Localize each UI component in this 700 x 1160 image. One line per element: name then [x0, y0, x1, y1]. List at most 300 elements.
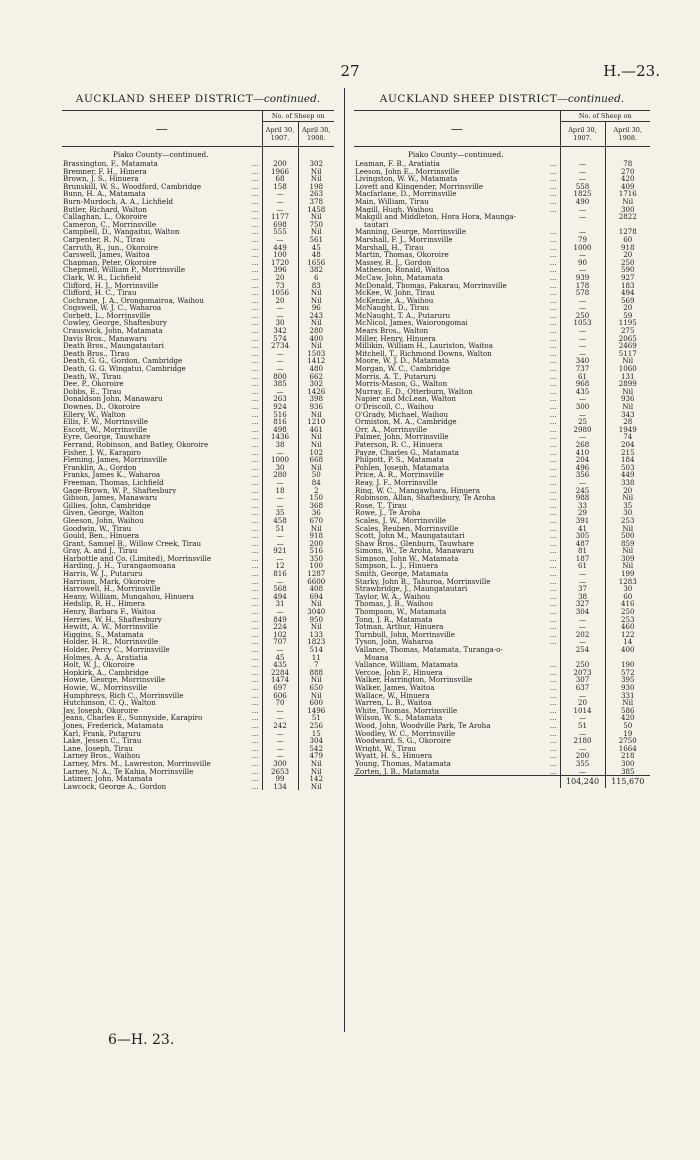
owner-name: O'Driscoll, C., Waihou — [355, 403, 434, 411]
count-1908: 331 — [605, 692, 650, 700]
count-1907: 100 — [262, 251, 298, 259]
count-1907: 51 — [262, 525, 298, 533]
table-row — [62, 646, 334, 654]
leader-dots: ... — [251, 418, 259, 426]
leader-dots: ... — [251, 539, 259, 548]
owner-name: Brassington, F., Matamata — [63, 160, 158, 168]
count-1907: 204 — [560, 456, 605, 464]
table-row — [354, 411, 650, 419]
count-1907: — — [560, 213, 605, 221]
count-1907: — — [560, 638, 605, 646]
count-1907: — — [560, 206, 605, 214]
count-1908: 1656 — [298, 259, 334, 267]
owner-name: Vallance, Thomas, Matamata, Turanga-o- — [355, 646, 503, 654]
table-row — [354, 752, 650, 760]
owner-name: Carswell, James, Waitoa — [63, 251, 150, 259]
leader-dots: ... — [549, 767, 557, 776]
count-1907: 178 — [560, 282, 605, 290]
count-1908: 275 — [605, 327, 650, 335]
leader-dots: ... — [549, 197, 557, 206]
owner-name: Mitchell, T., Richmond Downs, Walton — [355, 349, 492, 358]
leader-dots: ... — [251, 319, 259, 328]
table-row — [62, 282, 334, 290]
owner-name: Matheson, Ronald, Waitoa — [355, 266, 450, 274]
table-row — [62, 540, 334, 548]
count-1907: 924 — [262, 403, 298, 411]
table-row — [354, 335, 650, 343]
leader-dots: ... — [251, 160, 259, 168]
count-1908: 59 — [605, 312, 650, 320]
count-1907: 1053 — [560, 319, 605, 327]
table-row — [354, 244, 650, 252]
table-row — [354, 616, 650, 624]
table-row — [354, 654, 650, 662]
count-1907: 300 — [560, 403, 605, 411]
count-1908: 668 — [298, 456, 334, 464]
owner-name: Eyre, George, Tauwhare — [63, 433, 151, 441]
count-1907: — — [262, 608, 298, 616]
owner-name: Macfarlane, D., Morrinsville — [355, 190, 457, 198]
owner-name: Harrison, Mark, Okoroire — [63, 577, 156, 586]
count-1908: 2899 — [605, 380, 650, 388]
owner-name: Scales, J. W., Morrinsville — [355, 516, 447, 525]
table-row — [354, 365, 650, 373]
owner-name: Orr, A., Morrinsville — [355, 425, 428, 434]
table-row — [354, 380, 650, 388]
table-row — [354, 236, 650, 244]
count-1907: 606 — [262, 692, 298, 700]
owner-name: Ormiston, M. A., Cambridge — [355, 418, 457, 426]
count-1908: 1496 — [298, 707, 334, 715]
count-1907: 988 — [560, 494, 605, 502]
count-1908: Nil — [298, 319, 334, 327]
count-1907: 1177 — [262, 213, 298, 221]
count-1907: 816 — [262, 418, 298, 426]
left-title-text: AUCKLAND SHEEP DISTRICT — [75, 93, 254, 105]
owner-name: Cochrane, J. A., Orongomairoa, Waihou — [63, 296, 204, 305]
count-1908: 1949 — [605, 426, 650, 434]
table-row — [354, 190, 650, 198]
count-1908: 28 — [605, 418, 650, 426]
owner-name: Karl, Frank, Putaruru — [63, 729, 141, 738]
right-section-title — [354, 88, 650, 110]
count-1908: 5117 — [605, 350, 650, 358]
count-1908: 420 — [605, 714, 650, 722]
owner-name: Thompson, W., Matamata — [355, 608, 447, 616]
owner-name: Herries, W. H., Shaftesbury — [63, 615, 162, 624]
table-row — [354, 631, 650, 639]
table-row — [62, 707, 334, 715]
table-row — [354, 525, 650, 533]
owner-name: Payze, Charles G., Matamata — [355, 448, 459, 457]
count-1908: Nil — [298, 441, 334, 449]
table-row — [354, 206, 650, 214]
table-row — [354, 282, 650, 290]
count-1907: 435 — [262, 661, 298, 669]
count-1908: 102 — [298, 449, 334, 457]
count-1908: Nil — [298, 600, 334, 608]
owner-name: Moana — [364, 653, 389, 662]
owner-name: Franks, James K., Waharoa — [63, 471, 161, 479]
owner-name: Heany, William, Mungahou, Hinuera — [63, 592, 194, 601]
leader-dots: ... — [549, 737, 557, 745]
leader-dots — [544, 213, 560, 221]
count-1907: — — [262, 752, 298, 760]
count-1907: 12 — [262, 562, 298, 570]
count-1907: 38 — [560, 593, 605, 601]
leader-dots: ... — [549, 349, 557, 358]
count-1908: Nil — [298, 411, 334, 419]
owner-name: O'Grady, Michael, Waihou — [355, 410, 449, 419]
owner-name: Bunn, H. A., Matamata — [63, 190, 146, 198]
count-1907: — — [560, 479, 605, 487]
left-owner-column-header: — — [62, 111, 262, 147]
leader-dots: ... — [251, 532, 259, 540]
count-1908: 494 — [605, 289, 650, 297]
owner-name: Martin, Thomas, Okoroire — [355, 251, 449, 259]
owner-name: Callaghan, L., Okoroire — [63, 213, 148, 221]
leader-dots: ... — [549, 706, 557, 715]
count-1908: 14 — [605, 638, 650, 646]
left-title-continued: —continued. — [253, 93, 321, 105]
leader-dots: ... — [549, 395, 557, 403]
leader-dots: ... — [549, 547, 557, 555]
table-row — [62, 471, 334, 479]
owner-name: Davis Bros., Manawaru — [63, 334, 147, 343]
count-1907: 816 — [262, 570, 298, 578]
leader-dots: ... — [549, 243, 557, 252]
table-row — [354, 395, 650, 403]
table-row — [62, 213, 334, 221]
table-row — [62, 570, 334, 578]
table-row — [354, 312, 650, 320]
owner-name: Howie, W., Morrinsville — [63, 683, 148, 692]
table-row — [354, 426, 650, 434]
owner-name: Palmer, John, Morrinsville — [355, 433, 449, 441]
leader-dots: ... — [549, 691, 557, 700]
owner-name: Scales, Reuben, Morrinsville — [355, 524, 459, 533]
owner-name: Marshall, H., Tirau — [355, 243, 424, 252]
table-row — [354, 646, 650, 654]
leader-dots: ... — [549, 235, 557, 244]
count-1908: 250 — [605, 259, 650, 267]
count-1908: 1412 — [298, 357, 334, 365]
table-row — [354, 213, 650, 221]
table-row — [62, 418, 334, 426]
owner-name: McNaught, D., Tirau — [355, 304, 430, 312]
table-row — [62, 654, 334, 662]
owner-name: Rose, T., Tirau — [355, 501, 407, 510]
count-1908: 30 — [605, 585, 650, 593]
leader-dots: ... — [251, 243, 259, 252]
owner-name: Walker, Harrington, Morrinsville — [355, 676, 473, 684]
count-1907: — — [560, 411, 605, 419]
owner-name: Howie, George, Morrinsville — [63, 676, 166, 684]
table-row — [354, 403, 650, 411]
table-row — [354, 441, 650, 449]
count-1908: 1426 — [298, 388, 334, 396]
count-1908: 215 — [605, 449, 650, 457]
count-1907: 494 — [262, 593, 298, 601]
table-row — [62, 228, 334, 236]
count-1908: 184 — [605, 456, 650, 464]
owner-name: Carpenter, R. N., Tirau — [63, 235, 146, 244]
count-1908: Nil — [298, 213, 334, 221]
table-row — [62, 183, 334, 191]
owner-name: Young, Thomas, Matamata — [355, 759, 451, 768]
table-row — [354, 593, 650, 601]
table-row — [62, 244, 334, 252]
owner-name: Walker, James, Waitoa — [355, 683, 435, 692]
count-1907: — — [262, 578, 298, 586]
count-1907: — — [560, 570, 605, 578]
count-1908: 408 — [298, 585, 334, 593]
count-1907: — — [560, 251, 605, 259]
count-1907: — — [560, 304, 605, 312]
count-1908: 1823 — [298, 638, 334, 646]
count-1907: — — [262, 198, 298, 206]
leader-dots: ... — [251, 638, 259, 646]
table-row — [62, 517, 334, 525]
owner-name: Morgan, W. C., Cambridge — [355, 365, 451, 373]
table-row — [354, 730, 650, 738]
table-row — [62, 562, 334, 570]
leader-dots: ... — [251, 327, 259, 335]
count-1908: 2469 — [605, 342, 650, 350]
owner-name: Taylor, W. A., Waihou — [355, 592, 431, 601]
count-1907: 458 — [262, 517, 298, 525]
owner-name: Rowe, J., Te Aroha — [355, 509, 421, 517]
table-row — [62, 752, 334, 760]
count-1908: Nil — [298, 342, 334, 350]
count-1908: 20 — [605, 251, 650, 259]
count-1907: 555 — [262, 228, 298, 236]
count-1908: 343 — [605, 411, 650, 419]
left-year-1907-header: April 30, 1907. — [262, 122, 298, 147]
count-1907: 158 — [262, 183, 298, 191]
owner-name: Mears Bros., Walton — [355, 327, 429, 335]
leader-dots: ... — [549, 448, 557, 457]
count-1907: — — [560, 623, 605, 631]
leader-dots: ... — [251, 463, 259, 472]
leader-dots: ... — [251, 729, 259, 738]
table-row — [62, 631, 334, 639]
leader-dots: ... — [549, 729, 557, 738]
count-1907: 68 — [262, 175, 298, 183]
count-1908: Nil — [298, 433, 334, 441]
table-row — [62, 661, 334, 669]
count-1907: 327 — [560, 600, 605, 608]
count-1907 — [560, 654, 605, 662]
table-row — [62, 760, 334, 768]
count-1907: — — [262, 532, 298, 540]
table-row — [354, 699, 650, 707]
leader-dots: ... — [549, 425, 557, 434]
table-row — [62, 623, 334, 631]
count-1908: 50 — [298, 471, 334, 479]
owner-name: Henry, Barbara F., Waitoa — [63, 608, 156, 616]
table-row — [354, 357, 650, 365]
owner-name: Harbottle and Co. (Limited), Morrinsville — [63, 554, 212, 563]
owner-name: Larney, N. A., Te Kahia, Morrinsville — [63, 767, 194, 776]
owner-name: Totman, Arthur, Hinuera — [355, 623, 444, 631]
count-1908: 2065 — [605, 335, 650, 343]
leader-dots: ... — [549, 403, 557, 411]
count-1907: — — [262, 449, 298, 457]
count-1908: 133 — [298, 631, 334, 639]
count-1908: Nil — [298, 760, 334, 768]
count-1907: — — [560, 297, 605, 305]
count-1907: 202 — [560, 631, 605, 639]
owner-name: Wright, W., Tirau — [355, 744, 417, 753]
owner-name: Hewitt, A. W., Morrinsville — [63, 623, 159, 631]
count-1907: 25 — [560, 418, 605, 426]
column-separator — [344, 88, 345, 1032]
count-1907: 578 — [560, 289, 605, 297]
table-row — [354, 532, 650, 540]
leader-dots: ... — [251, 357, 259, 366]
leader-dots: ... — [251, 304, 259, 312]
table-row — [62, 441, 334, 449]
table-row — [354, 198, 650, 206]
leader-dots: ... — [251, 653, 259, 662]
table-row — [62, 608, 334, 616]
count-1908: 198 — [298, 183, 334, 191]
table-row — [62, 722, 334, 730]
table-row — [354, 259, 650, 267]
count-1908: 190 — [605, 661, 650, 669]
count-1908: 142 — [298, 775, 334, 783]
owner-name: Harrowell, H., Morrinsville — [63, 585, 161, 593]
table-row — [62, 297, 334, 305]
leader-dots: ... — [251, 554, 259, 563]
leader-dots: ... — [549, 440, 557, 449]
count-1908: Nil — [605, 198, 650, 206]
table-row — [354, 638, 650, 646]
owner-name: Harris, W. J., Putaruru — [63, 570, 143, 578]
owner-name: Ellis, F. W., Morrinsville — [63, 418, 149, 426]
leader-dots: ... — [549, 418, 557, 426]
count-1907: 81 — [560, 547, 605, 555]
owner-name: Death, G. G. Wingatui, Cambridge — [63, 365, 186, 373]
count-1908: 2822 — [605, 213, 650, 221]
owner-name: Makgill and Middleton, Hora Hora, Maunga- — [355, 213, 516, 221]
leader-dots: ... — [549, 752, 557, 760]
count-1907: 90 — [560, 259, 605, 267]
owner-name: Death, W., Tirau — [63, 372, 122, 381]
leader-dots: ... — [251, 585, 259, 593]
table-row — [62, 578, 334, 586]
count-1907: — — [262, 540, 298, 548]
owner-name: McNicol, James, Waiorongomai — [355, 319, 468, 328]
count-1907: 396 — [262, 266, 298, 274]
count-1907: 921 — [262, 547, 298, 555]
leader-dots: ... — [549, 281, 557, 290]
count-1907: 30 — [262, 319, 298, 327]
leader-dots: ... — [549, 258, 557, 267]
count-1907: 250 — [560, 312, 605, 320]
owner-name: Leaman, F. B., Aratiatia — [355, 160, 440, 168]
table-row — [354, 722, 650, 730]
owner-name: Given, George, Walton — [63, 509, 144, 517]
owner-name: Cogswell, W. J. C., Waharoa — [63, 304, 162, 312]
owner-name: Morris-Mason, G., Walton — [355, 380, 448, 388]
count-1908: 460 — [605, 623, 650, 631]
leader-dots: ... — [251, 175, 259, 183]
leader-dots: ... — [251, 380, 259, 388]
count-1907: — — [262, 190, 298, 198]
table-row — [354, 509, 650, 517]
count-1907: 1014 — [560, 707, 605, 715]
table-row — [62, 198, 334, 206]
leader-dots: ... — [251, 478, 259, 487]
count-1908: 309 — [605, 555, 650, 563]
leader-dots: ... — [251, 410, 259, 419]
leader-dots: ... — [251, 744, 259, 753]
total-1907: 104,240 — [560, 776, 605, 789]
owner-name: Miller, Henry, Hinuera — [355, 334, 436, 343]
count-1908: 100 — [298, 562, 334, 570]
owner-name: Thomas, J. B., Waihou — [355, 600, 434, 609]
count-1908: 514 — [298, 646, 334, 654]
owner-name: Cameron, C., Morrinsville — [63, 220, 157, 229]
count-1907: — — [262, 388, 298, 396]
table-row — [62, 289, 334, 297]
table-row — [62, 373, 334, 381]
count-1908: 500 — [605, 532, 650, 540]
owner-name: Campbell, D., Wangaitui, Walton — [63, 228, 180, 236]
count-1908: 122 — [605, 631, 650, 639]
owner-name: Jay, Joseph, Okoroire — [63, 706, 139, 715]
count-1907: 698 — [262, 221, 298, 229]
table-row — [354, 676, 650, 684]
owner-name: Gibson, James, Manawaru — [63, 494, 158, 502]
table-row — [354, 418, 650, 426]
count-1907: 307 — [560, 676, 605, 684]
count-1907: 305 — [560, 532, 605, 540]
leader-dots: ... — [549, 334, 557, 343]
owner-name: Escott, W., Morrinsville — [63, 425, 147, 434]
table-row — [62, 494, 334, 502]
count-1907: 1000 — [262, 456, 298, 464]
leader-dots: ... — [251, 334, 259, 343]
owner-name: Fleming, James, Morrinsville — [63, 456, 167, 464]
left-column — [62, 88, 334, 790]
owner-name: Pohlen, Joseph, Matamata — [355, 463, 450, 472]
count-1907: — — [560, 175, 605, 183]
table-row — [62, 768, 334, 776]
paper-reference: H.—23. — [603, 62, 660, 80]
table-row — [62, 380, 334, 388]
count-1908: 60 — [605, 236, 650, 244]
table-row — [354, 456, 650, 464]
owner-name: Wyatt, H. S., Hinuera — [355, 752, 433, 760]
count-1908: 280 — [298, 327, 334, 335]
table-row — [62, 350, 334, 358]
table-row — [354, 487, 650, 495]
leader-dots: ... — [549, 668, 557, 677]
table-row — [62, 304, 334, 312]
owner-name: Ferrand, Robinson, and Batley, Okoroire — [63, 440, 209, 449]
owner-name: McCaw, John, Matamata — [355, 273, 444, 282]
count-1908: Nil — [298, 168, 334, 176]
count-1908: 662 — [298, 373, 334, 381]
leader-dots: ... — [251, 524, 259, 533]
owner-name: Turnbull, John, Morrinsville — [355, 630, 455, 639]
count-1907: 1056 — [262, 289, 298, 297]
table-row — [62, 388, 334, 396]
leader-dots: ... — [549, 372, 557, 381]
